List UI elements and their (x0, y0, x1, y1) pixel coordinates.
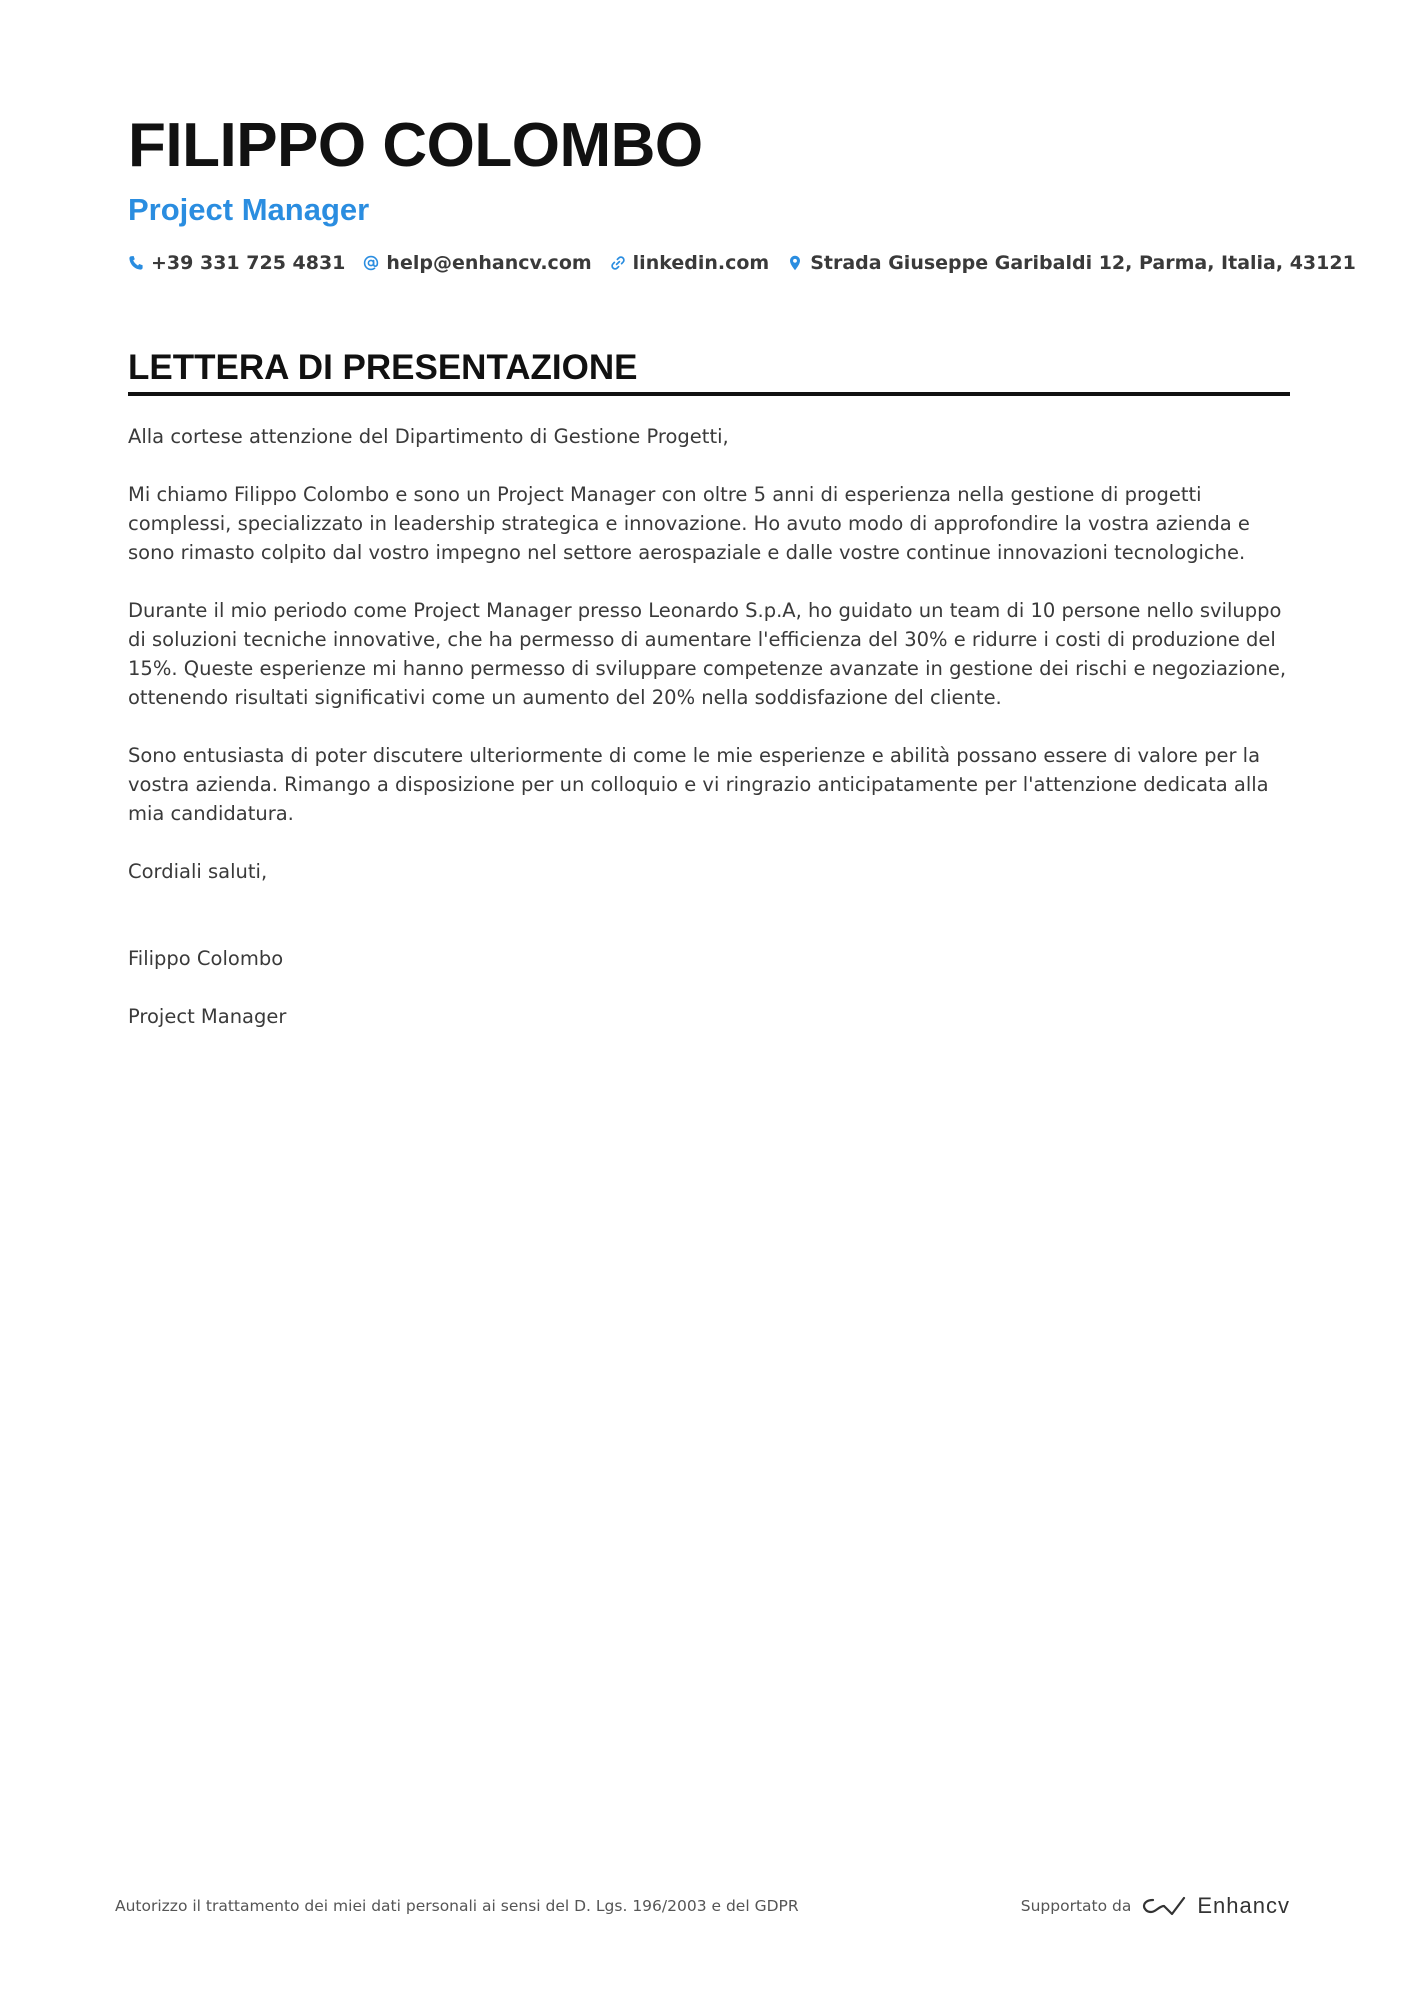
letter-paragraph: Sono entusiasta di poter discutere ulteriormente di come le mie esperienze e abilità possano essere di valore per la vostra azienda. Rimango a disposizione per un colloquio e vi ringrazio anticipatamente per l'attenzione dedicata alla mia candidatura. (128, 744, 1269, 825)
powered-by-label: Supportato da (1020, 1897, 1132, 1915)
letter-closing: Cordiali saluti, (128, 860, 268, 883)
letter-body (128, 422, 1290, 1031)
signature-name: Filippo Colombo (128, 947, 284, 970)
signature-role: Project Manager (128, 1005, 287, 1028)
address-text: Strada Giuseppe Garibaldi 12, Parma, Italia, 43121 (810, 252, 1356, 274)
powered-by[interactable] (1021, 1893, 1290, 1919)
contact-address (787, 252, 1356, 274)
contact-phone (128, 252, 345, 274)
applicant-role: Project Manager (128, 192, 370, 227)
email-link[interactable]: help@enhancv.com (386, 252, 592, 274)
location-pin-icon (787, 255, 803, 271)
privacy-consent: Autorizzo il trattamento dei miei dati personali ai sensi del D. Lgs. 196/2003 e del GDPR (115, 1897, 799, 1915)
letter-greeting: Alla cortese attenzione del Dipartimento di Gestione Progetti, (128, 425, 729, 448)
link-icon (610, 255, 626, 271)
cover-letter-page (128, 108, 1356, 1060)
applicant-name: FILIPPO COLOMBO (128, 111, 703, 180)
contact-email[interactable] (363, 252, 591, 274)
at-icon (363, 255, 379, 271)
contact-bar (128, 252, 1356, 274)
linkedin-link[interactable]: linkedin.com (632, 252, 770, 274)
enhancv-logo-icon (1141, 1894, 1187, 1918)
footer (115, 1893, 1290, 1919)
letter-paragraph: Mi chiamo Filippo Colombo e sono un Project Manager con oltre 5 anni di esperienza nella gestione di progetti complessi, specializzato in leadership strategica e innovazione. Ho avuto modo di approfondire la vostra azienda e sono rimasto colpito dal vostro impegno nel settore aerospaziale e dalle vostre continue innovazioni tecnologiche. (128, 483, 1250, 564)
contact-linkedin[interactable] (610, 252, 770, 274)
brand-name: Enhancv (1197, 1893, 1290, 1918)
section-title: LETTERA DI PRESENTAZIONE (128, 346, 1290, 396)
letter-paragraph: Durante il mio periodo come Project Manager presso Leonardo S.p.A, ho guidato un team di 10 persone nello sviluppo di soluzioni tecniche innovative, che ha permesso di aumentare l'efficienza del 30% e ridurre i costi di produzione del 15%. Queste esperienze mi hanno permesso di sviluppare competenze avanzate in gestione dei rischi e negoziazione, ottenendo risultati significativi come un aumento del 20% nella soddisfazione del cliente. (128, 599, 1287, 709)
phone-text: +39 331 725 4831 (151, 252, 346, 274)
phone-icon (128, 255, 144, 271)
